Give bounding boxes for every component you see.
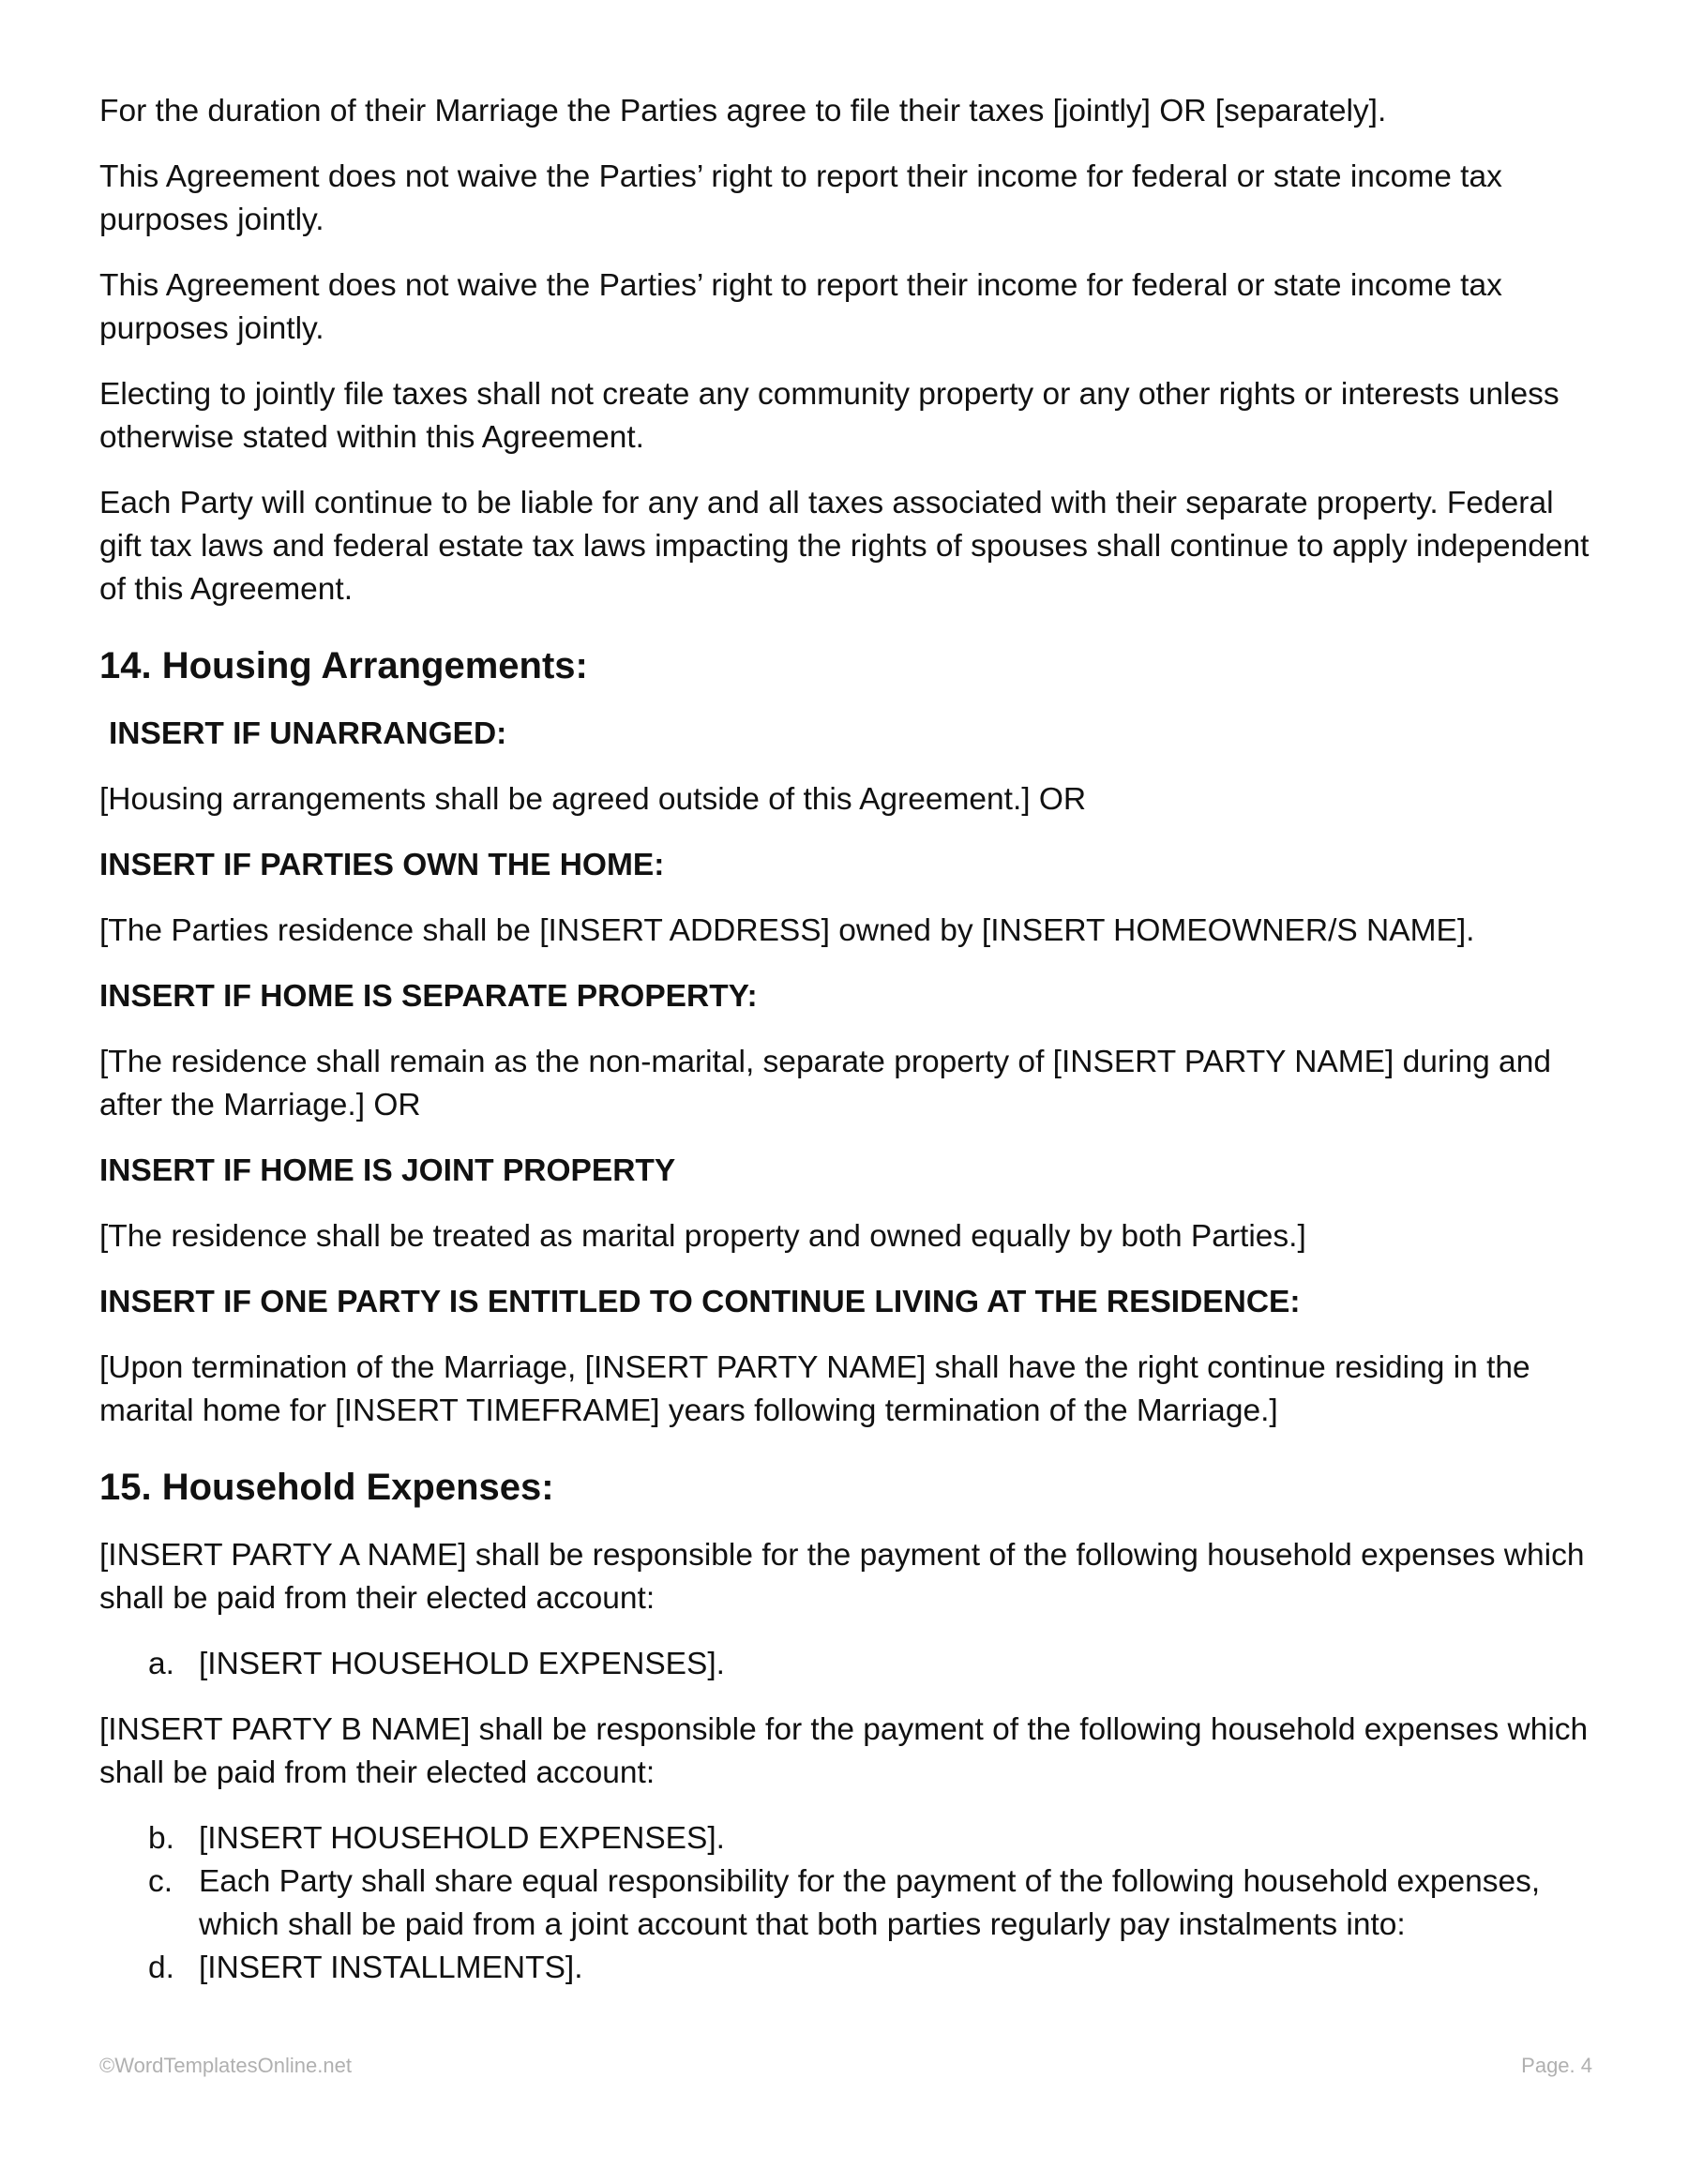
list-item-text: [INSERT HOUSEHOLD EXPENSES]. bbox=[199, 1647, 725, 1681]
tax-waiver-paragraph-repeat: This Agreement does not waive the Parties’ right to report their income for federal or state income tax purposes jointly. bbox=[99, 268, 1502, 346]
tax-filing-paragraph: For the duration of their Marriage the Parties agree to file their taxes [jointly] OR [separately]. bbox=[99, 94, 1387, 128]
list-item-text: Each Party shall share equal responsibility for the payment of the following household expenses, which shall be paid from a joint account that both parties regularly pay instalments into: bbox=[199, 1864, 1541, 1942]
list-item bbox=[99, 1947, 1600, 1990]
section-15-heading: 15. Household Expenses: bbox=[99, 1467, 554, 1508]
continue-living-label: INSERT IF ONE PARTY IS ENTITLED TO CONTINUE LIVING AT THE RESIDENCE: bbox=[99, 1285, 1301, 1319]
document-page bbox=[99, 90, 1600, 2012]
unarranged-text: [Housing arrangements shall be agreed outside of this Agreement.] OR bbox=[99, 782, 1087, 817]
party-b-expense-list bbox=[99, 1817, 1600, 1990]
list-item bbox=[99, 1860, 1600, 1947]
list-item bbox=[99, 1817, 1600, 1860]
own-home-text: [The Parties residence shall be [INSERT ADDRESS] owned by [INSERT HOMEOWNER/S NAME]. bbox=[99, 913, 1475, 948]
joint-property-text: [The residence shall be treated as marital property and owned equally by both Parties.] bbox=[99, 1219, 1306, 1254]
list-marker: b. bbox=[148, 1821, 174, 1856]
section-14-heading: 14. Housing Arrangements: bbox=[99, 645, 588, 686]
party-b-paragraph: [INSERT PARTY B NAME] shall be responsible for the payment of the following household expenses which shall be paid from their elected account: bbox=[99, 1712, 1589, 1790]
continue-living-text: [Upon termination of the Marriage, [INSERT PARTY NAME] shall have the right continue residing in the marital home for [INSERT TIMEFRAME] years following termination of the Marriage.] bbox=[99, 1350, 1530, 1428]
separate-property-label: INSERT IF HOME IS SEPARATE PROPERTY: bbox=[99, 979, 758, 1014]
unarranged-label: INSERT IF UNARRANGED: bbox=[109, 716, 507, 751]
list-item bbox=[99, 1643, 1600, 1686]
list-item-text: [INSERT HOUSEHOLD EXPENSES]. bbox=[199, 1821, 725, 1856]
list-marker: d. bbox=[148, 1951, 174, 1985]
list-marker: a. bbox=[148, 1647, 174, 1681]
party-a-expense-list bbox=[99, 1643, 1600, 1686]
list-item-text: [INSERT INSTALLMENTS]. bbox=[199, 1951, 583, 1985]
separate-property-text: [The residence shall remain as the non-marital, separate property of [INSERT PARTY NAME] during and after the Marriage.] OR bbox=[99, 1045, 1551, 1122]
joint-property-label: INSERT IF HOME IS JOINT PROPERTY bbox=[99, 1153, 676, 1188]
footer-page-number: Page. 4 bbox=[1521, 2054, 1592, 2077]
tax-liability-paragraph: Each Party will continue to be liable for any and all taxes associated with their separate property. Federal gift tax laws and federal estate tax laws impacting the rights of spouses shall continue to apply independent of this Agreement. bbox=[99, 486, 1590, 607]
list-marker: c. bbox=[148, 1864, 173, 1899]
footer-copyright: ©WordTemplatesOnline.net bbox=[99, 2054, 352, 2077]
party-a-paragraph: [INSERT PARTY A NAME] shall be responsible for the payment of the following household expenses which shall be paid from their elected account: bbox=[99, 1538, 1585, 1616]
joint-filing-paragraph: Electing to jointly file taxes shall not create any community property or any other rights or interests unless otherwise stated within this Agreement. bbox=[99, 377, 1560, 455]
own-home-label: INSERT IF PARTIES OWN THE HOME: bbox=[99, 848, 665, 882]
tax-waiver-paragraph: This Agreement does not waive the Parties’ right to report their income for federal or state income tax purposes jointly. bbox=[99, 159, 1502, 237]
